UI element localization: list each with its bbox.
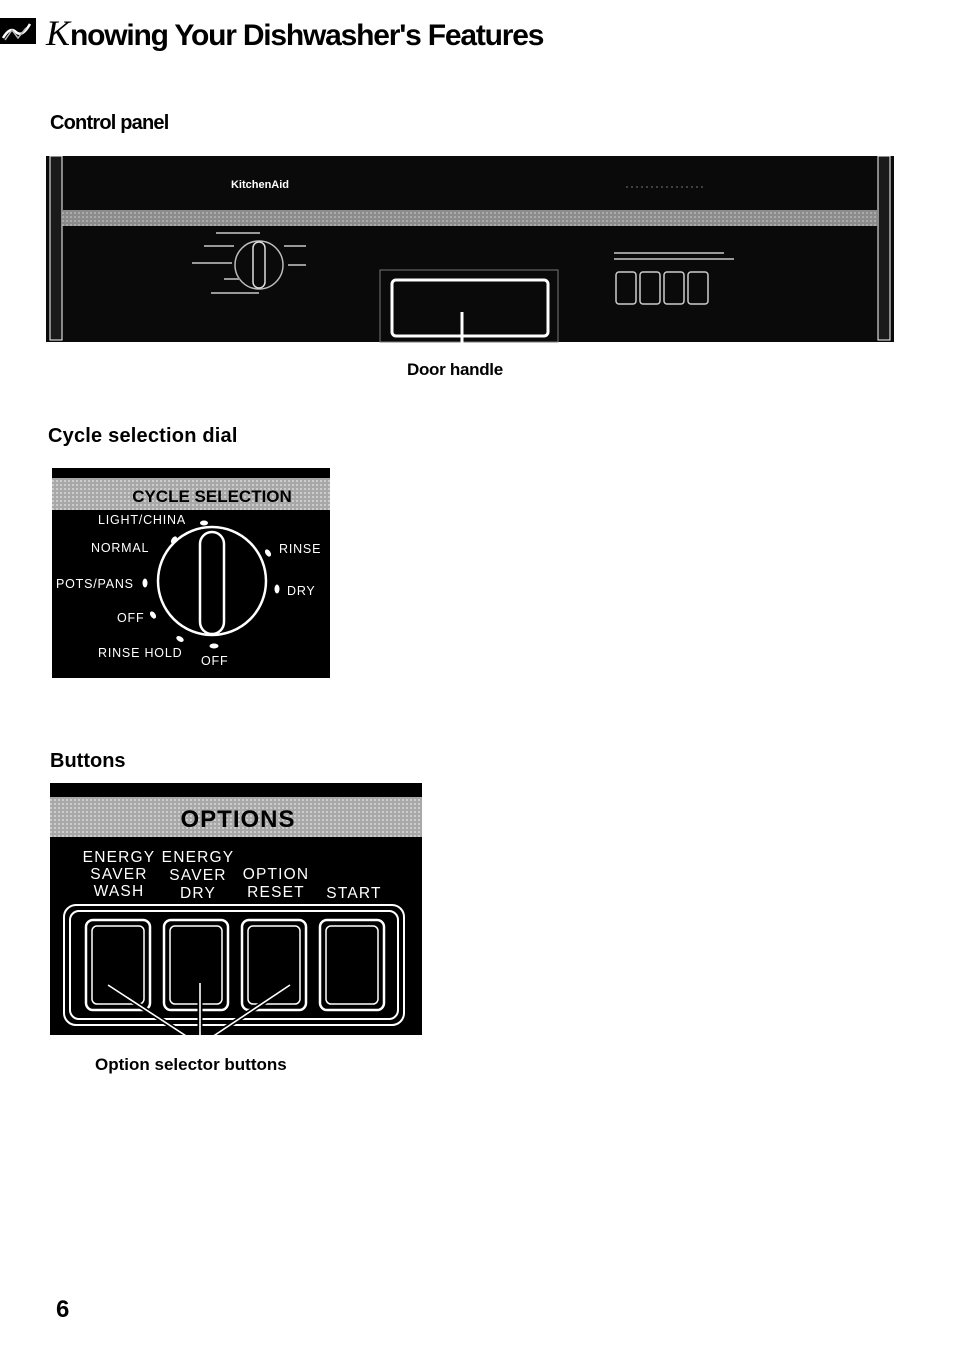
- dial-label-light-china: LIGHT/CHINA: [98, 513, 186, 527]
- start-button: [320, 920, 384, 1010]
- control-panel-heading: Control panel: [50, 112, 169, 134]
- start-label: START: [326, 885, 382, 902]
- options-panel-title: OPTIONS: [180, 806, 296, 833]
- dial-label-dry: DRY: [287, 584, 316, 598]
- option-selector-buttons-label: Option selector buttons: [95, 1055, 287, 1074]
- dial-label-normal: NORMAL: [91, 541, 150, 555]
- option-reset-line2: RESET: [247, 884, 305, 901]
- energy-saver-wash-line1: ENERGY: [82, 849, 156, 866]
- title-initial: K: [46, 13, 71, 53]
- page-title: [46, 12, 543, 54]
- option-reset-line1: OPTION: [242, 866, 310, 883]
- energy-saver-dry-line3: DRY: [179, 885, 217, 902]
- energy-saver-wash-line2: SAVER: [90, 866, 148, 883]
- control-panel-illustration: [46, 152, 894, 344]
- kitchenaid-logo-icon: [0, 18, 36, 44]
- energy-saver-dry-button: [164, 920, 228, 1010]
- dial-label-rinse: RINSE: [279, 542, 322, 556]
- options-panel-illustration: [50, 783, 422, 1035]
- page-number: 6: [56, 1296, 70, 1323]
- cycle-dial-heading: Cycle selection dial: [48, 425, 238, 447]
- dial-label-off-lower: OFF: [201, 654, 229, 668]
- door-handle-label: Door handle: [407, 360, 503, 379]
- energy-saver-wash-button: [86, 920, 150, 1010]
- cycle-panel-title: CYCLE SELECTION: [132, 487, 292, 506]
- dial-label-rinse-hold: RINSE HOLD: [98, 646, 183, 660]
- energy-saver-wash-line3: WASH: [93, 883, 145, 900]
- dial-label-off-upper: OFF: [117, 611, 145, 625]
- buttons-heading: Buttons: [50, 750, 126, 772]
- energy-saver-dry-line2: SAVER: [169, 867, 227, 884]
- dial-label-pots-pans: POTS/PANS: [56, 577, 134, 591]
- title-text: nowing Your Dishwasher's Features: [70, 19, 544, 52]
- cycle-selection-dial-illustration: [52, 468, 330, 678]
- brand-label: KitchenAid: [230, 179, 290, 191]
- energy-saver-dry-line1: ENERGY: [161, 849, 235, 866]
